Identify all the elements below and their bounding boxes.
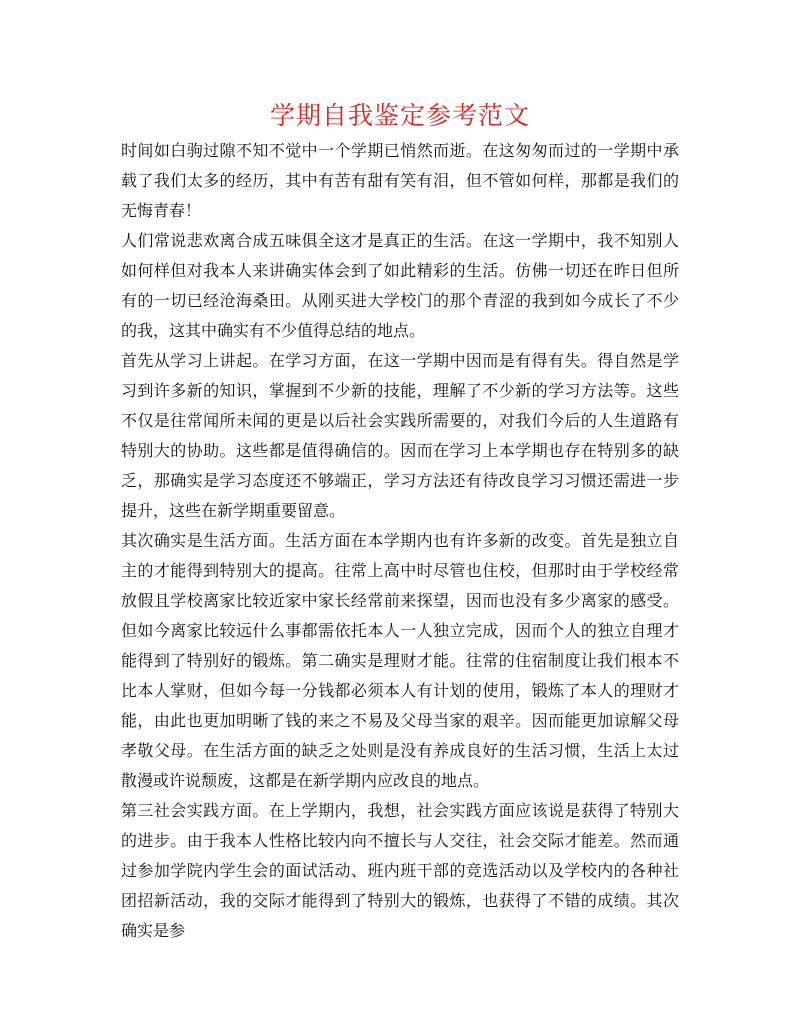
paragraph-life-reflection: 人们常说悲欢离合成五味俱全这才是真正的生活。在这一学期中，我不知别人如何样但对我本人来讲确实体会到了如此精彩的生活。仿佛一切还在昨日但所有的一切已经沧海桑田。从刚买进大学校门的那个青涩的我到如今成长了不少的我，这其中确实有不少值得总结的地点。 [121,231,679,340]
paragraph-intro: 时间如白驹过隙不知不觉中一个学期已悄然而逝。在这匆匆而过的一学期中承载了我们太多的经历，其中有苦有甜有笑有泪，但不管如何样，那都是我们的无悔青春！ [121,141,679,220]
document-title: 学期自我鉴定参考范文 [269,101,530,130]
paragraph-study: 首先从学习上讲起。在学习方面，在这一学期中因而是有得有失。得自然是学习到许多新的知识，掌握到不少新的技能，理解了不少新的学习方法等。这些不仅是往常闻所未闻的更是以后社会实践所需要的，对我们今后的人生道路有特别大的协助。这些都是值得确信的。因而在学习上本学期也存在特别多的缺乏，那确实是学习态度还不够端正，学习方法还有待改良学习习惯还需进一步提升，这些在新学期重要留意。 [121,351,679,520]
paragraph-social-practice: 第三社会实践方面。在上学期内，我想，社会实践方面应该说是获得了特别大的进步。由于我本人性格比较内向不擅长与人交往，社会交际才能差。然而通过参加学院内学生会的面试活动、班内班干部的竞选活动以及学校内的各种社团招新活动，我的交际才能得到了特别大的锻炼，也获得了不错的成绩。其次确实是参 [121,801,679,940]
paragraph-daily-life: 其次确实是生活方面。生活方面在本学期内也有许多新的改变。首先是独立自主的才能得到特别大的提高。往常上高中时尽管也住校，但那时由于学校经常放假且学校离家比较近家中家长经常前来探望，因而也没有多少离家的感受。但如今离家比较远什么事都需依托本人一人独立完成，因而个人的独立自理才能得到了特别好的锻炼。第二确实是理财才能。往常的住宿制度让我们根本不比本人掌财，但如今每一分钱都必须本人有计划的使用，锻炼了本人的理财才能，由此也更加明晰了钱的来之不易及父母当家的艰辛。因而能更加谅解父母孝敬父母。在生活方面的缺乏之处则是没有养成良好的生活习惯，生活上太过散漫或许说颓废，这都是在新学期内应改良的地点。 [121,531,679,790]
document-body [121,136,679,946]
